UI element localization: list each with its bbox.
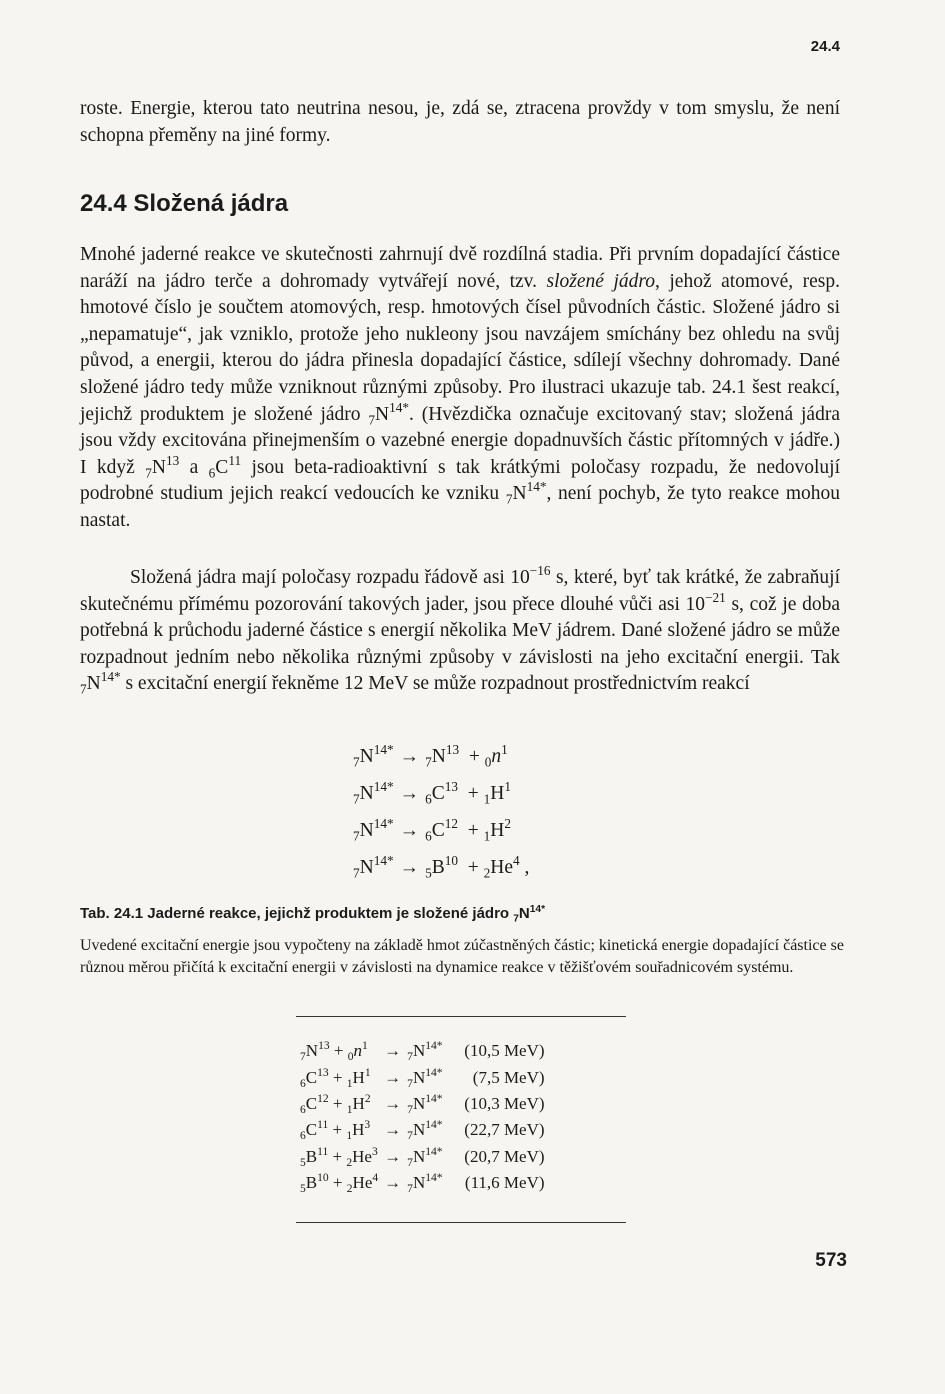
product: $_7N^{14*}$ bbox=[407, 1065, 443, 1090]
reactants: $_5B^{11} + _2He^3$ bbox=[300, 1144, 378, 1169]
excitation-energy: (22,7 MeV) bbox=[464, 1120, 545, 1140]
arrow: → bbox=[384, 1041, 402, 1061]
text-run: s, které, byť tak krátké, že zabraňují skutečnému přímému pozorování takových jader, jsou přece dlouhé vůči asi 10 bbox=[80, 567, 840, 615]
table-caption bbox=[80, 903, 546, 925]
excitation-energy: (10,3 MeV) bbox=[464, 1093, 545, 1113]
text-run: s excitační energií řekněme 12 MeV se může rozpadnout prostřednictvím reakcí bbox=[120, 673, 750, 695]
excitation-energy: (11,6 MeV) bbox=[464, 1173, 545, 1193]
nuclide-n13: $_7N^{13}$ bbox=[145, 452, 180, 481]
text-run: s, což je doba potřebná k průchodu jaderné částice s energií několika MeV jádrem. Dané složené jádro se může rozpadnout jedním nebo několika různými způsoby v závislosti na jeho excitační energii. Tak bbox=[80, 593, 840, 668]
intro-paragraph: roste. Energie, kterou tato neutrina nesou, je, zdá se, ztracena provždy v tom smyslu, že není schopna přeměny na jiné formy. bbox=[80, 98, 840, 146]
table-title: Jaderné reakce, jejichž produktem je složené jádro bbox=[147, 905, 510, 922]
reactions-table bbox=[296, 1038, 545, 1196]
arrow: → bbox=[384, 1120, 402, 1140]
table-row bbox=[296, 1144, 545, 1170]
table-row bbox=[296, 1170, 545, 1196]
text-run: , není pochyb, že tyto reakce mohou nastat. bbox=[80, 483, 841, 531]
text-run: . (Hvězdička označuje excitovaný stav; složená jádra jsou vždy excitována přinejmenším o vazebné energie dopadnuvších částic přítomných v jádře.) I když bbox=[80, 403, 840, 478]
reactants: $_5B^{10} + _2He^4$ bbox=[300, 1171, 379, 1196]
excitation-energy: (20,7 MeV) bbox=[464, 1146, 545, 1166]
text-run: jsou beta-radioaktivní s tak krátkými poločasy rozpadu, že nedovolují podrobné studium jejich reakcí vedoucích ke vzniku bbox=[80, 456, 840, 505]
product: $_7N^{14*}$ bbox=[407, 1092, 443, 1116]
arrow: → bbox=[384, 1173, 402, 1193]
text-run: , jehož atomové, resp. hmotové číslo je součtem atomových, resp. hmotových čísel původních částic. Složené jádro si „nepamatuje“, jak vzniklo, protože jeho nukleony jsou navzájem smíchány bez ohledu na svůj původ, a energii, kterou do jádra přinesla dopadající částice, sdílejí všechny dohromady. Dané složené jádro tedy může vzniknout různými způsoby. Pro ilustraci ukazuje tab. 24.1 šest reakcí, jejichž produktem je složené jádro bbox=[80, 270, 840, 425]
page-number: 573 bbox=[815, 1250, 847, 1271]
reactants: $_6C^{13} + _1H^1$ bbox=[300, 1065, 371, 1090]
reactants: $_6C^{12} + _1H^2$ bbox=[300, 1092, 371, 1116]
paragraph-compound-nuclei bbox=[80, 242, 840, 535]
table-top-rule bbox=[296, 1016, 626, 1017]
text-run: a bbox=[179, 456, 209, 478]
nuclide-n14-excited: $_7N^{14*}$ bbox=[368, 399, 409, 428]
nuclide-n14-excited: $_7N^{14*}$ bbox=[505, 479, 547, 507]
decay-equation: $_7N^{14*} \to _6C^{12} + _1H^2$ bbox=[353, 816, 511, 844]
table-row bbox=[296, 1064, 545, 1090]
reactants: $_6C^{11} + _1H^3$ bbox=[300, 1118, 371, 1143]
emphasis-term: složené jádro bbox=[546, 270, 655, 292]
decay-equations bbox=[353, 738, 633, 886]
excitation-energy: (10,5 MeV) bbox=[464, 1041, 545, 1061]
text-run: Mnohé jaderné reakce ve skutečnosti zahrnují dvě rozdílná stadia. Při prvním dopadající částice naráží na jádro terče a dohromady vytvářejí nové, tzv. bbox=[80, 244, 840, 292]
nuclide-n14-excited: $_7N^{14*}$ bbox=[80, 669, 121, 698]
text-run: Složená jádra mají poločasy rozpadu řádově asi 10 bbox=[130, 567, 530, 588]
exponent: −21 bbox=[705, 589, 726, 605]
table-bottom-rule bbox=[296, 1222, 626, 1223]
arrow: → bbox=[384, 1146, 402, 1166]
product: $_7N^{14*}$ bbox=[407, 1144, 443, 1169]
decay-equation: $_7N^{14*} \to _7N^{13} + _0n^1$ bbox=[353, 742, 508, 770]
table-row bbox=[296, 1091, 545, 1117]
product: $_7N^{14*}$ bbox=[407, 1171, 443, 1196]
excitation-energy: (7,5 MeV) bbox=[472, 1067, 545, 1087]
caption-nuclide: $_7N^{14*}$ bbox=[513, 903, 546, 925]
reactants: $_7N^{13} + _0n^1$ bbox=[300, 1039, 368, 1064]
nuclide-c11: $_6C^{11}$ bbox=[208, 452, 242, 481]
paragraph-half-lives bbox=[80, 565, 840, 698]
section-heading bbox=[80, 190, 288, 218]
arrow: → bbox=[384, 1067, 402, 1087]
arrow: → bbox=[384, 1093, 402, 1113]
running-header-section-number: 24.4 bbox=[810, 38, 840, 55]
decay-equation: $_7N^{14*} \to _5B^{10} + _2He^4$ , bbox=[353, 853, 530, 881]
section-number: 24.4 bbox=[80, 190, 127, 217]
section-title: Složená jádra bbox=[133, 190, 289, 217]
table-label: Tab. 24.1 bbox=[80, 905, 144, 922]
table-row bbox=[296, 1038, 545, 1064]
product: $_7N^{14*}$ bbox=[407, 1118, 443, 1143]
table-row bbox=[296, 1117, 545, 1143]
table-description: Uvedené excitační energie jsou vypočteny na základě hmot zúčastněných částic; kinetická energie dopadající částice se různou měrou přičítá k excitační energii v závislosti na dynamice reakce v těžišťovém souřadnicovém systému. bbox=[80, 937, 844, 976]
decay-equation: $_7N^{14*} \to _6C^{13} + _1H^1$ bbox=[353, 779, 511, 807]
exponent: −16 bbox=[529, 563, 551, 579]
product: $_7N^{14*}$ bbox=[407, 1039, 443, 1064]
